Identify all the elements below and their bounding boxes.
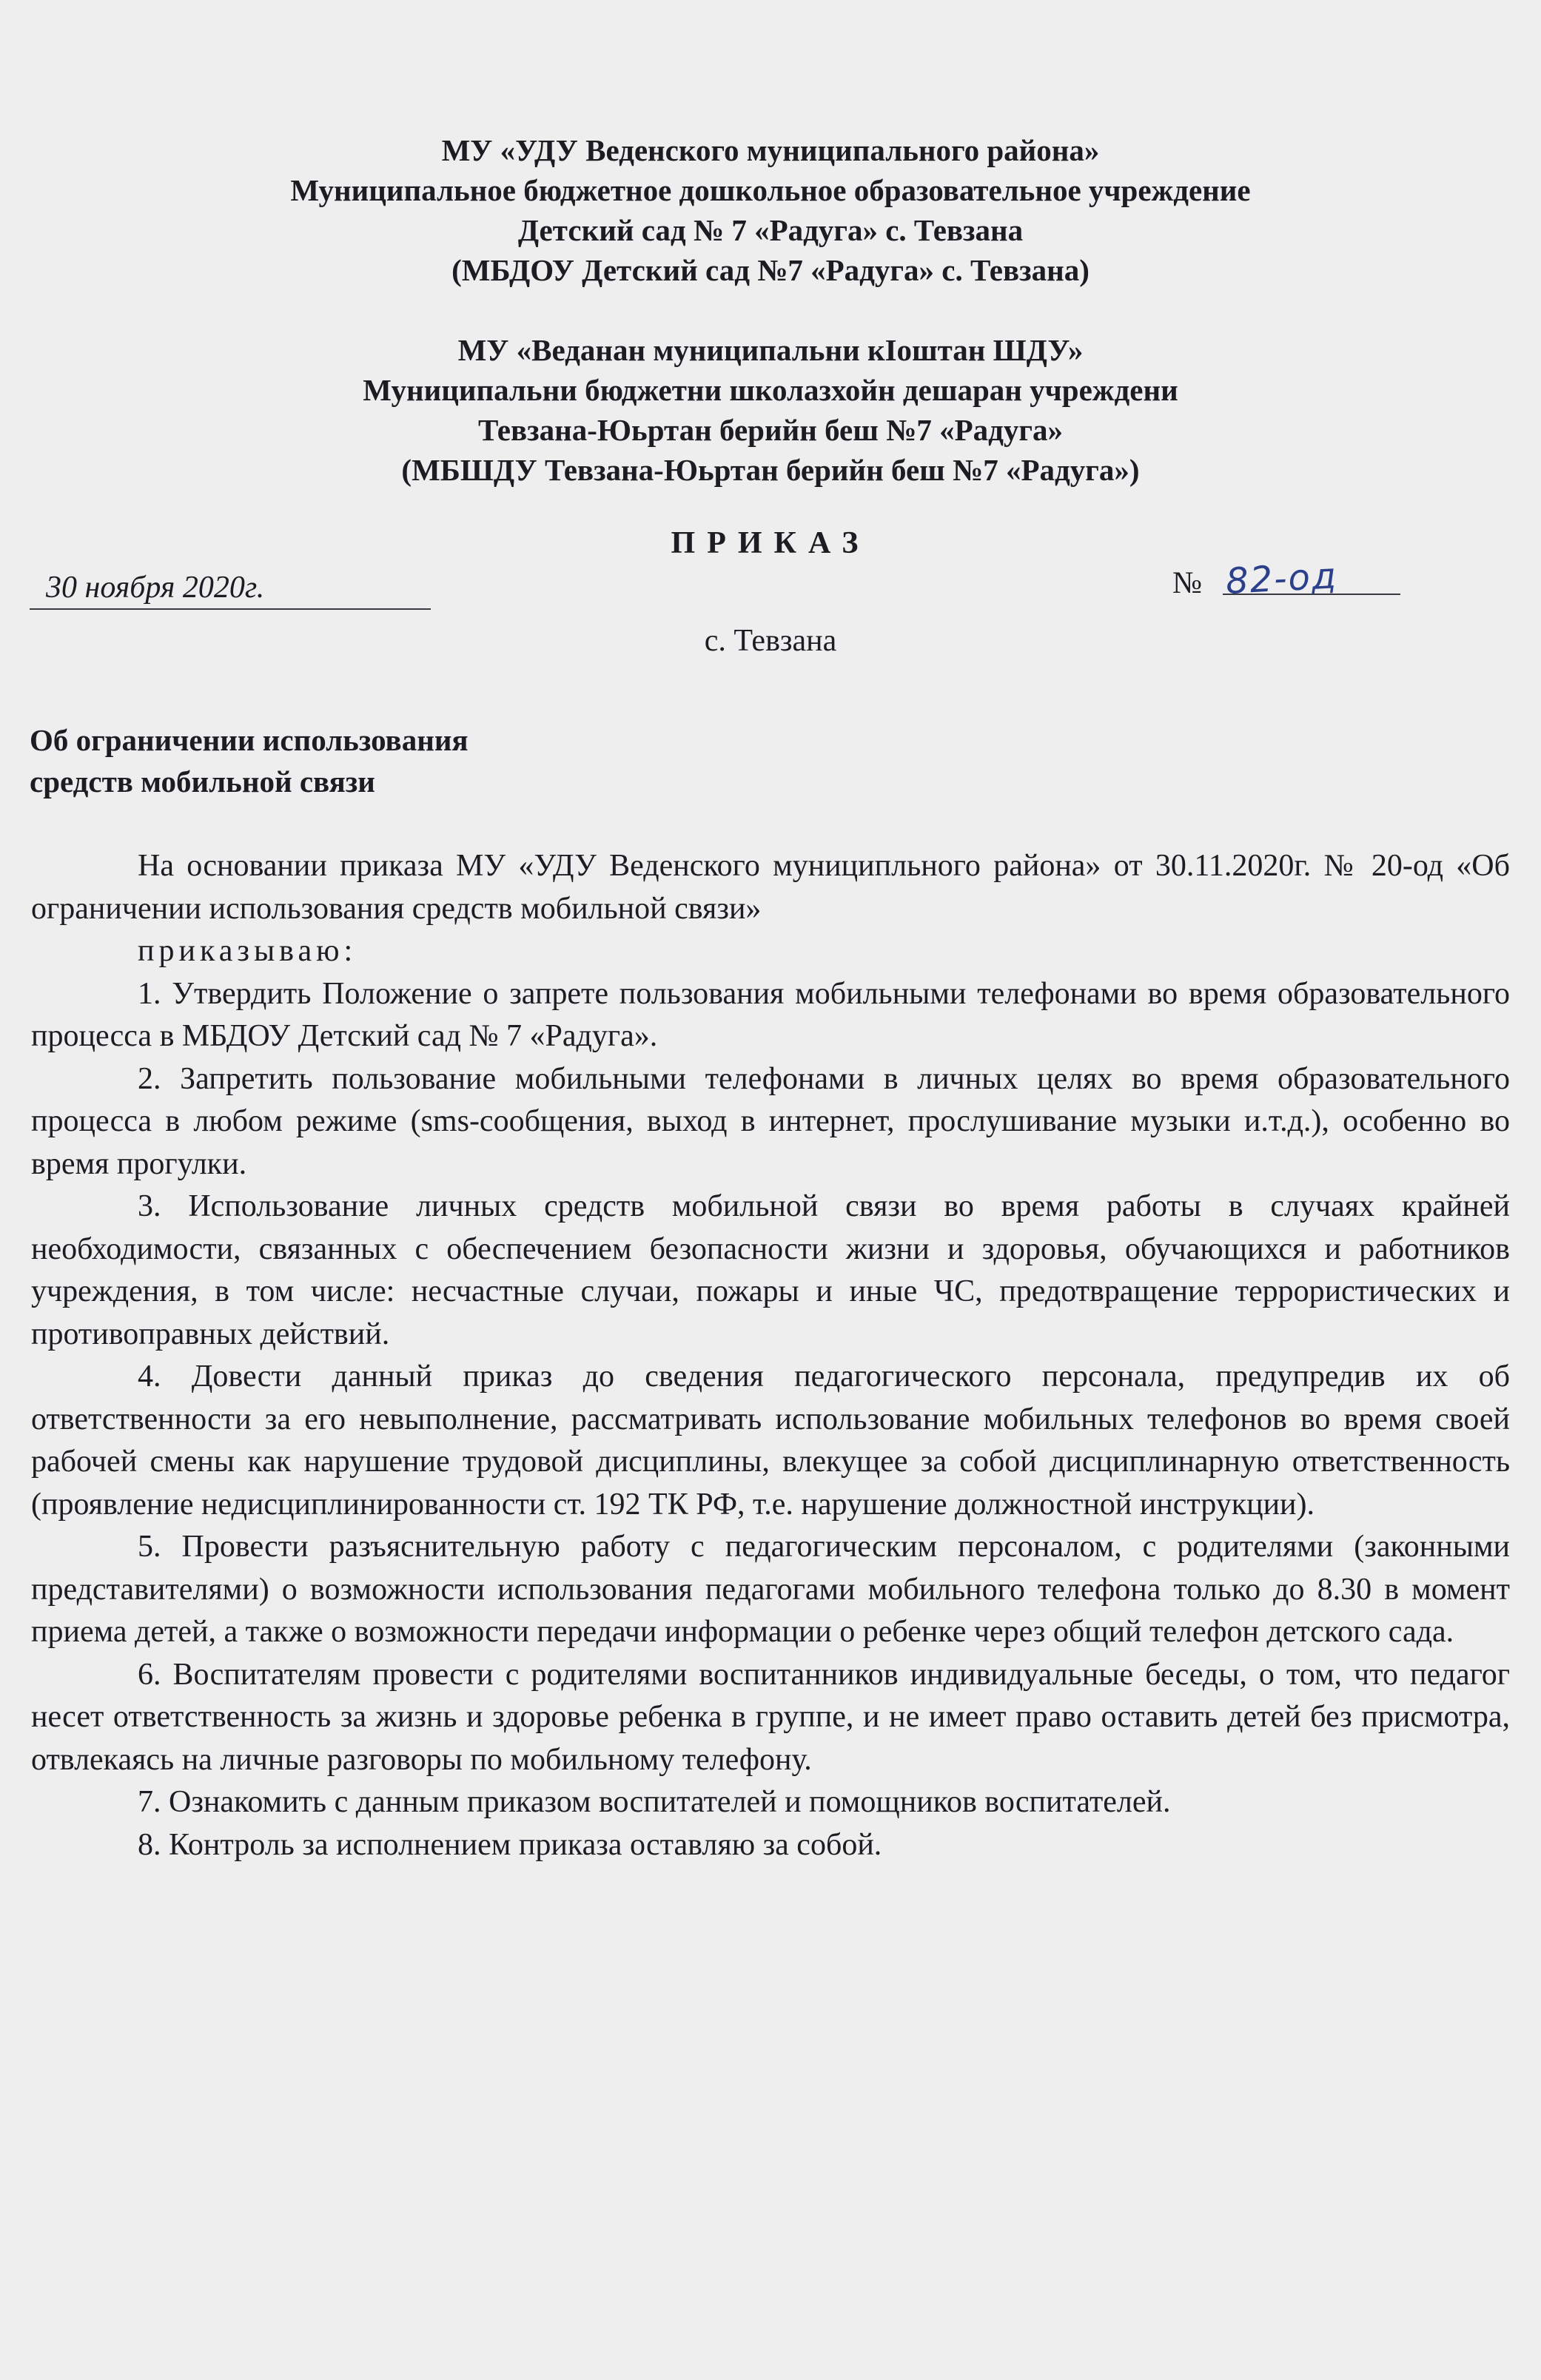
subject-line-2: средств мобильной связи xyxy=(30,764,375,799)
order-item-5: 5. Провести разъяснительную работу с педагогическим персоналом, с родителями (законными представителями) о возможности использования педагогами мобильного телефона только до 8.30 в момент приема детей, а также о возможности передачи информации о ребенке через общий телефон детского сада. xyxy=(31,1530,1510,1649)
order-date: 30 ноября 2020г. xyxy=(30,570,431,610)
header-ru-line-4: (МБДОУ Детский сад №7 «Радуга» с. Тевзана) xyxy=(451,253,1090,287)
header-ru-line-2: Муниципальное бюджетное дошкольное образовательное учреждение xyxy=(290,173,1251,207)
order-body xyxy=(31,845,1510,1866)
header-ce-line-4: (МБШДУ Тевзана-Юьртан берийн беш №7 «Радуга») xyxy=(401,453,1140,487)
handwritten-number: 82-од xyxy=(1224,555,1339,602)
header-ce-line-2: Муниципальни бюджетни школазхойн дешаран учреждени xyxy=(363,373,1178,407)
header-chechen xyxy=(0,330,1541,490)
order-item-7: 7. Ознакомить с данным приказом воспитателей и помощников воспитателей. xyxy=(138,1785,1171,1819)
order-item-8: 8. Контроль за исполнением приказа оставляю за собой. xyxy=(138,1827,882,1862)
preamble: На основании приказа МУ «УДУ Веденского муниципльного района» от 30.11.2020г. № 20-од «Об ограничении использования средств мобильной связи» xyxy=(31,849,1510,926)
document-type-title: ПРИКАЗ xyxy=(671,526,870,560)
header-ru-line-1: МУ «УДУ Веденского муниципального района» xyxy=(441,133,1100,167)
number-label: № xyxy=(1172,566,1203,600)
header-ru-line-3: Детский сад № 7 «Радуга» с. Тевзана xyxy=(517,213,1024,247)
subject-line-1: Об ограничении использования xyxy=(30,723,469,757)
order-word: приказываю: xyxy=(138,934,357,968)
order-item-6: 6. Воспитателям провести с родителями воспитанников индивидуальные беседы, о том, что педагог несет ответственность за жизнь и здоровье ребенка в группе, и не имеет право оставить детей без присмотра, отвлекаясь на личные разговоры по мобильному телефону. xyxy=(31,1657,1510,1777)
order-item-1: 1. Утвердить Положение о запрете пользования мобильными телефонами во время образовательного процесса в МБДОУ Детский сад № 7 «Радуга». xyxy=(31,976,1510,1053)
order-place: с. Тевзана xyxy=(704,624,837,658)
order-item-2: 2. Запретить пользование мобильными телефонами в личных целях во время образовательного процесса в любом режиме (sms-сообщения, выход в интернет, прослушивание музыки и.т.д.), особенно во время прогулки. xyxy=(31,1061,1510,1181)
order-subject xyxy=(30,719,469,802)
order-item-4: 4. Довести данный приказ до сведения педагогического персонала, предупредив их об ответственности за его невыполнение, рассматривать использование мобильных телефонов во время своей рабочей смены как нарушение трудовой дисциплины, влекущее за собой дисциплинарную ответственность (проявление недисциплинированности ст. 192 ТК РФ, т.е. нарушение должностной инструкции). xyxy=(31,1359,1510,1522)
header-ce-line-1: МУ «Веданан муниципальни кIоштан ШДУ» xyxy=(457,333,1084,367)
order-item-3: 3. Использование личных средств мобильной связи во время работы в случаях крайней необходимости, связанных с обеспечением безопасности жизни и здоровья, обучающихся и работников учреждения, в том числе: несчастные случаи, пожары и иные ЧС, предотвращение террористических и противоправных действий. xyxy=(31,1189,1510,1351)
header-ce-line-3: Тевзана-Юьртан берийн беш №7 «Радуга» xyxy=(478,413,1063,447)
header-russian xyxy=(0,130,1541,290)
